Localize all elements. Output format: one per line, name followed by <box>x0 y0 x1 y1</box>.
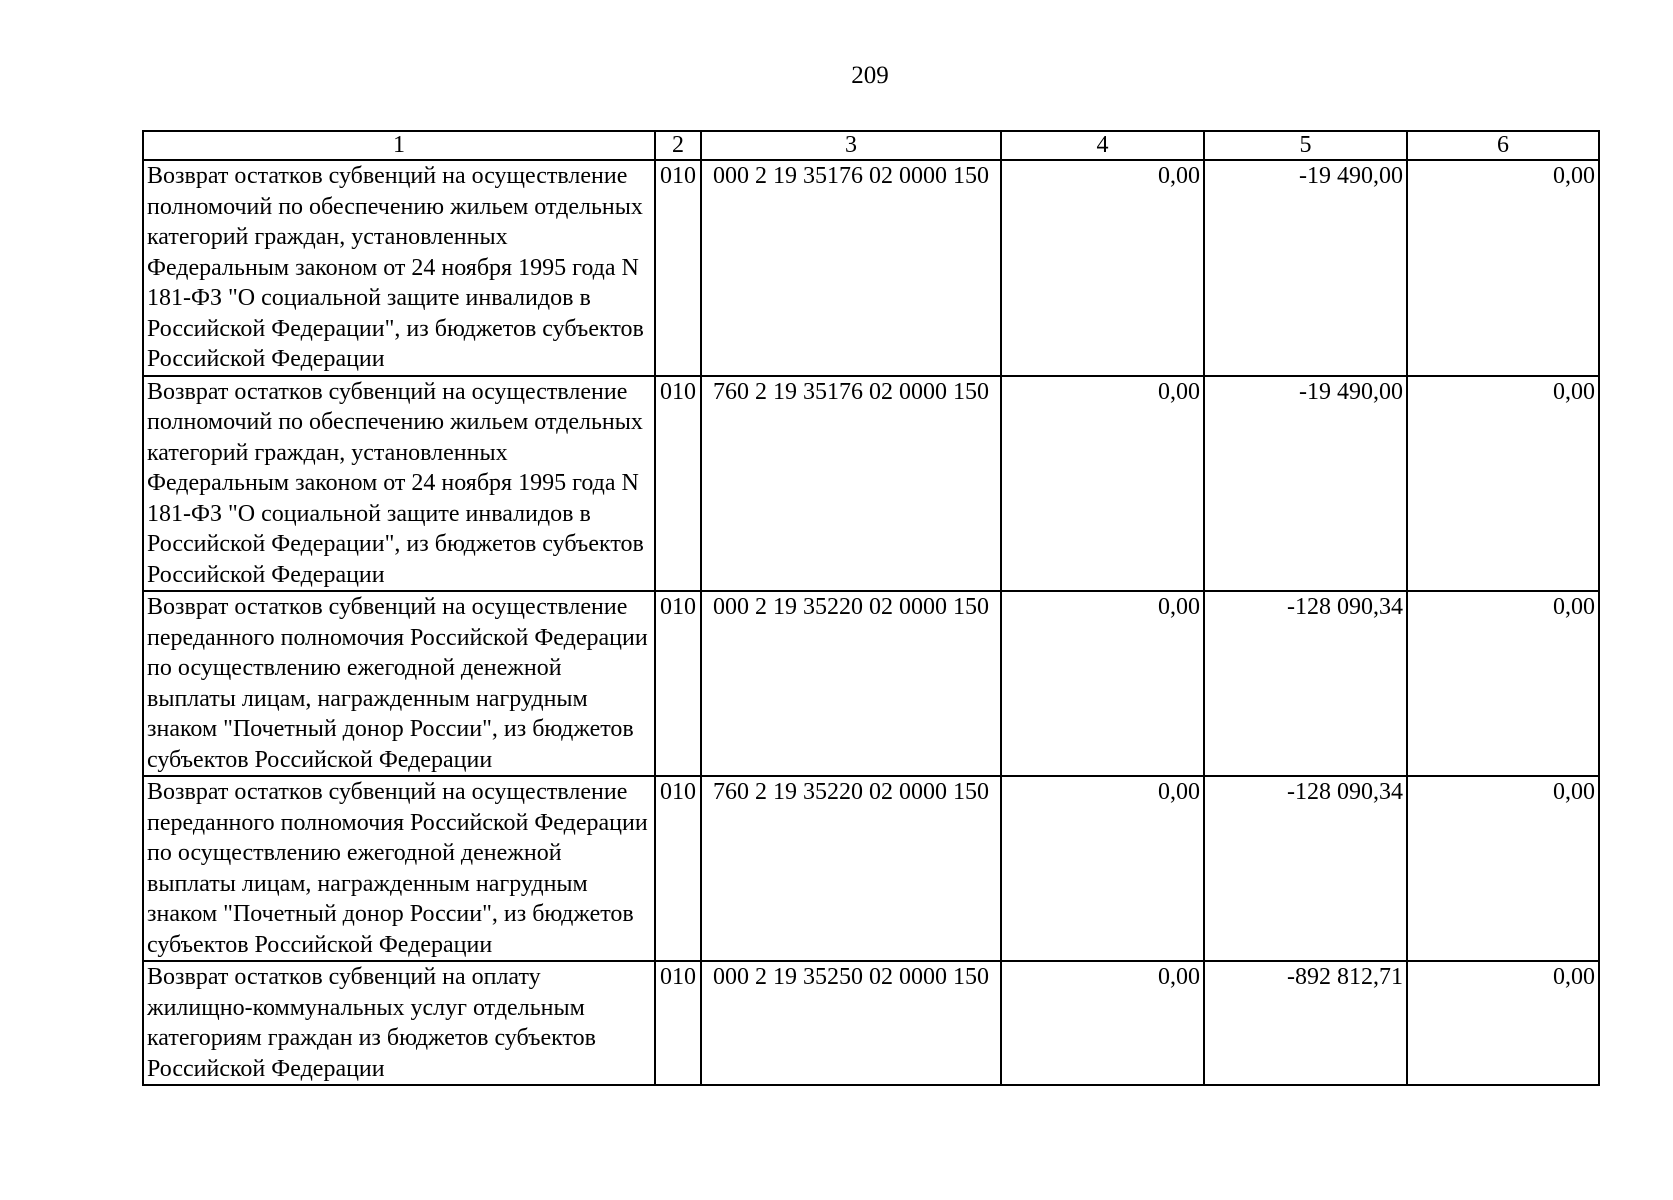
row-value-col5: -128 090,34 <box>1204 591 1407 776</box>
row-kbk-code: 000 2 19 35250 02 0000 150 <box>701 961 1001 1085</box>
page-number: 209 <box>851 62 889 89</box>
row-value-col4: 0,00 <box>1001 376 1204 592</box>
table-row <box>143 376 1599 592</box>
row-code: 010 <box>655 961 701 1085</box>
column-header: 5 <box>1204 131 1407 160</box>
row-value-col6: 0,00 <box>1407 160 1599 376</box>
table-row <box>143 776 1599 961</box>
column-header: 1 <box>143 131 655 160</box>
header-row <box>143 131 1599 160</box>
row-value-col4: 0,00 <box>1001 591 1204 776</box>
row-code: 010 <box>655 776 701 961</box>
row-code: 010 <box>655 160 701 376</box>
row-kbk-code: 000 2 19 35220 02 0000 150 <box>701 591 1001 776</box>
table-row <box>143 961 1599 1085</box>
row-description: Возврат остатков субвенций на осуществление переданного полномочия Российской Федерации по осуществлению ежегодной денежной выплаты лицам, награжденным нагрудным знаком "Почетный донор России", из бюджетов субъектов Российской Федерации <box>143 776 655 961</box>
row-kbk-code: 000 2 19 35176 02 0000 150 <box>701 160 1001 376</box>
row-description: Возврат остатков субвенций на осуществление переданного полномочия Российской Федерации по осуществлению ежегодной денежной выплаты лицам, награжденным нагрудным знаком "Почетный донор России", из бюджетов субъектов Российской Федерации <box>143 591 655 776</box>
table-row <box>143 591 1599 776</box>
row-kbk-code: 760 2 19 35176 02 0000 150 <box>701 376 1001 592</box>
row-value-col4: 0,00 <box>1001 961 1204 1085</box>
row-value-col6: 0,00 <box>1407 961 1599 1085</box>
row-code: 010 <box>655 376 701 592</box>
row-value-col5: -128 090,34 <box>1204 776 1407 961</box>
row-value-col4: 0,00 <box>1001 160 1204 376</box>
column-header: 6 <box>1407 131 1599 160</box>
table-row <box>143 160 1599 376</box>
row-code: 010 <box>655 591 701 776</box>
row-value-col5: -19 490,00 <box>1204 160 1407 376</box>
budget-table <box>142 130 1600 1086</box>
row-value-col6: 0,00 <box>1407 776 1599 961</box>
row-description: Возврат остатков субвенций на осуществление полномочий по обеспечению жильем отдельных категорий граждан, установленных Федеральным законом от 24 ноября 1995 года N 181-ФЗ "О социальной защите инвалидов в Российской Федерации", из бюджетов субъектов Российской Федерации <box>143 160 655 376</box>
row-description: Возврат остатков субвенций на осуществление полномочий по обеспечению жильем отдельных категорий граждан, установленных Федеральным законом от 24 ноября 1995 года N 181-ФЗ "О социальной защите инвалидов в Российской Федерации", из бюджетов субъектов Российской Федерации <box>143 376 655 592</box>
row-value-col4: 0,00 <box>1001 776 1204 961</box>
column-header: 2 <box>655 131 701 160</box>
column-header: 3 <box>701 131 1001 160</box>
row-value-col5: -892 812,71 <box>1204 961 1407 1085</box>
row-value-col5: -19 490,00 <box>1204 376 1407 592</box>
row-value-col6: 0,00 <box>1407 376 1599 592</box>
column-header: 4 <box>1001 131 1204 160</box>
row-kbk-code: 760 2 19 35220 02 0000 150 <box>701 776 1001 961</box>
row-value-col6: 0,00 <box>1407 591 1599 776</box>
row-description: Возврат остатков субвенций на оплату жилищно-коммунальных услуг отдельным категориям граждан из бюджетов субъектов Российской Федерации <box>143 961 655 1085</box>
